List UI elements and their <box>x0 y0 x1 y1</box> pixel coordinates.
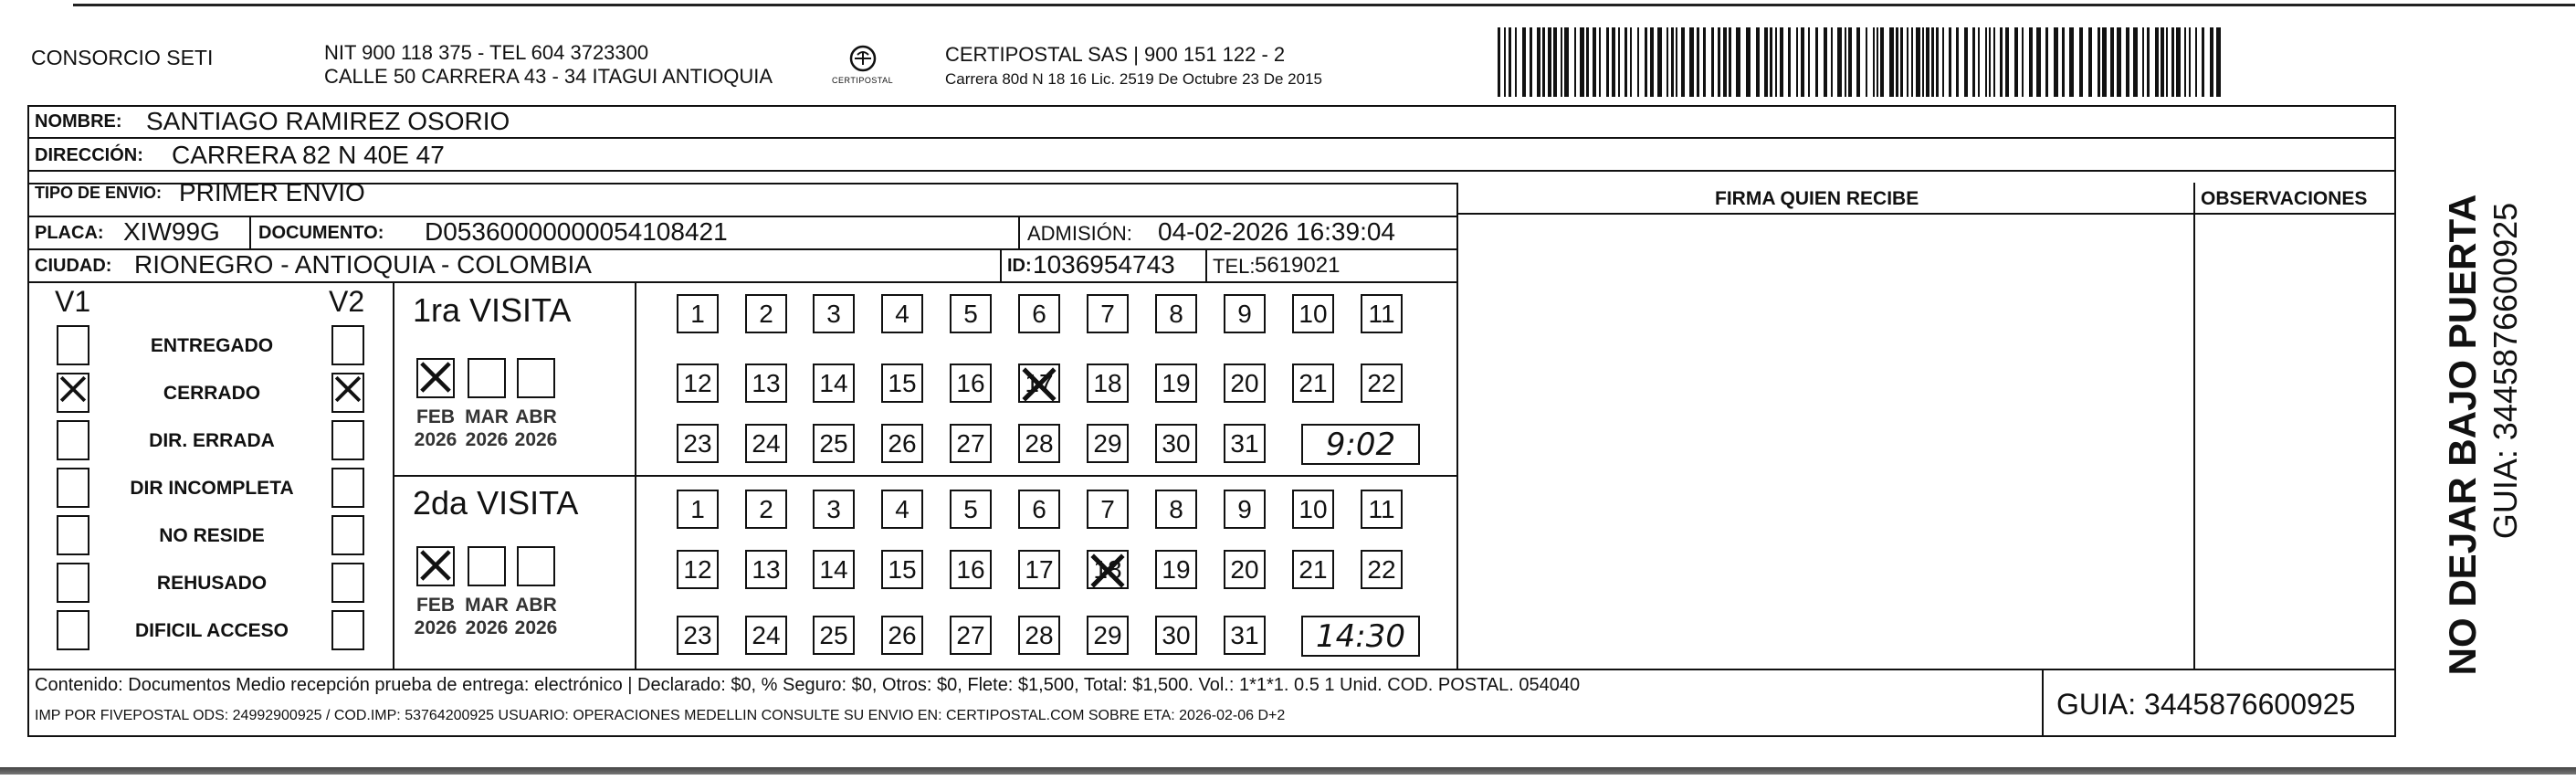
divider <box>1000 248 1002 281</box>
day-number: 30 <box>1162 620 1191 649</box>
month-checkbox[interactable] <box>517 546 555 586</box>
month-label: ABR <box>515 595 557 616</box>
day-box[interactable] <box>1087 550 1129 589</box>
day-box[interactable] <box>1087 616 1129 655</box>
day-box[interactable] <box>950 424 992 463</box>
day-box[interactable] <box>813 424 855 463</box>
day-box[interactable] <box>813 550 855 589</box>
month-label: FEB <box>416 406 455 427</box>
month-checkbox[interactable] <box>468 358 506 398</box>
day-number: 2 <box>759 494 773 523</box>
day-box[interactable] <box>950 550 992 589</box>
divider <box>27 137 2396 139</box>
month-label: MAR <box>465 595 509 616</box>
day-number: 4 <box>895 299 909 328</box>
tel-label: TEL: <box>1213 255 1256 278</box>
day-number: 9 <box>1237 299 1252 328</box>
nombre-value: SANTIAGO RAMIREZ OSORIO <box>146 107 510 135</box>
side-warning: NO DEJAR BAJO PUERTA <box>2441 194 2484 676</box>
day-box[interactable] <box>881 550 923 589</box>
footer-guia: GUIA: 3445876600925 <box>2056 688 2356 721</box>
day-number: 1 <box>690 299 705 328</box>
day-number: 27 <box>956 428 985 458</box>
day-box[interactable] <box>1087 294 1129 333</box>
day-number: 1 <box>690 494 705 523</box>
day-number: 26 <box>888 620 917 649</box>
day-box[interactable] <box>950 616 992 655</box>
day-box[interactable] <box>881 294 923 333</box>
day-box[interactable] <box>1292 490 1334 529</box>
day-box[interactable] <box>1292 550 1334 589</box>
day-number: 9 <box>1237 494 1252 523</box>
day-number: 28 <box>1025 428 1054 458</box>
divider <box>393 475 1456 477</box>
day-number: 14 <box>819 554 848 584</box>
day-box[interactable] <box>1224 424 1266 463</box>
documento-label: DOCUMENTO: <box>258 223 384 243</box>
divider <box>27 669 2396 670</box>
day-number: 21 <box>1299 554 1328 584</box>
day-box[interactable] <box>1018 364 1060 403</box>
day-box[interactable] <box>881 364 923 403</box>
day-box[interactable] <box>677 294 719 333</box>
day-box[interactable] <box>1224 490 1266 529</box>
day-number: 16 <box>956 368 985 397</box>
divider <box>1456 213 2396 215</box>
day-box[interactable] <box>677 424 719 463</box>
logo-text: CERTIPOSTAL <box>832 76 894 85</box>
observaciones-header: OBSERVACIONES <box>2201 188 2368 209</box>
day-box[interactable] <box>745 490 787 529</box>
tel-value: 5619021 <box>1255 253 1341 278</box>
day-number: 12 <box>683 368 712 397</box>
year-label: 2026 <box>465 429 509 450</box>
day-box[interactable] <box>1361 294 1403 333</box>
ciudad-value: RIONEGRO - ANTIOQUIA - COLOMBIA <box>134 250 592 279</box>
direccion-value: CARRERA 82 N 40E 47 <box>172 141 445 169</box>
day-box[interactable] <box>745 616 787 655</box>
day-number: 20 <box>1230 554 1259 584</box>
month-checkbox[interactable] <box>416 358 455 398</box>
day-number: 6 <box>1032 299 1046 328</box>
day-number: 19 <box>1162 368 1191 397</box>
day-box[interactable] <box>677 550 719 589</box>
month-checkbox[interactable] <box>416 546 455 586</box>
day-box[interactable] <box>881 490 923 529</box>
address-line: CALLE 50 CARRERA 43 - 34 ITAGUI ANTIOQUIA <box>324 65 773 88</box>
day-box[interactable] <box>1087 364 1129 403</box>
year-label: 2026 <box>465 617 509 638</box>
day-number: 14 <box>819 368 848 397</box>
day-number: 22 <box>1367 554 1396 584</box>
day-box[interactable] <box>1155 364 1197 403</box>
barcode <box>1498 27 2228 97</box>
status-option-label: DIFICIL ACCESO <box>134 620 289 641</box>
day-box[interactable] <box>677 616 719 655</box>
ciudad-label: CIUDAD: <box>35 256 112 276</box>
visit1-time[interactable]: 9:02 <box>1301 424 1420 465</box>
day-number: 29 <box>1093 428 1122 458</box>
day-number: 24 <box>752 428 781 458</box>
firma-header: FIRMA QUIEN RECIBE <box>1715 188 1919 209</box>
divider <box>2193 183 2195 669</box>
day-box[interactable] <box>1155 424 1197 463</box>
day-number: 28 <box>1025 620 1054 649</box>
v1-checkbox[interactable] <box>57 420 89 460</box>
status-option-label: DIR. ERRADA <box>149 430 275 451</box>
day-number: 31 <box>1230 620 1259 649</box>
day-box[interactable] <box>745 294 787 333</box>
v2-checkbox[interactable] <box>331 515 364 555</box>
day-box[interactable] <box>950 294 992 333</box>
day-box[interactable] <box>1224 550 1266 589</box>
v1-label: V1 <box>55 285 91 318</box>
day-box[interactable] <box>1018 490 1060 529</box>
company-name: CONSORCIO SETI <box>31 46 214 69</box>
v1-checkbox[interactable] <box>57 610 89 650</box>
day-box[interactable] <box>1087 424 1129 463</box>
tipo-value: PRIMER ENVIO <box>179 178 365 206</box>
nit-line: NIT 900 118 375 - TEL 604 3723300 <box>324 41 649 64</box>
month-checkbox[interactable] <box>517 358 555 398</box>
v2-checkbox[interactable] <box>331 468 364 508</box>
side-guia: GUIA: 3445876600925 <box>2487 202 2524 540</box>
status-option-label: REHUSADO <box>156 573 268 594</box>
status-option-label: ENTREGADO <box>150 335 274 356</box>
day-number: 15 <box>888 368 917 397</box>
license-line: Carrera 80d N 18 16 Lic. 2519 De Octubre 23 De 2015 <box>945 70 1322 88</box>
day-box[interactable] <box>1224 364 1266 403</box>
day-box[interactable] <box>1018 424 1060 463</box>
v1-checkbox[interactable] <box>57 563 89 603</box>
status-option-label: DIR INCOMPLETA <box>130 478 294 499</box>
status-option-label: CERRADO <box>163 383 261 404</box>
v1-checkbox[interactable] <box>57 515 89 555</box>
day-box[interactable] <box>745 424 787 463</box>
day-number: 17 <box>1025 554 1054 584</box>
day-box[interactable] <box>1155 490 1197 529</box>
tipo-label: TIPO DE ENVIO: <box>35 184 163 202</box>
certipostal-logo <box>826 40 899 95</box>
v2-label: V2 <box>329 285 365 318</box>
v2-checkbox[interactable] <box>331 420 364 460</box>
day-box[interactable] <box>677 364 719 403</box>
day-number: 7 <box>1100 299 1115 328</box>
day-number: 24 <box>752 620 781 649</box>
day-number: 13 <box>752 554 781 584</box>
day-box[interactable] <box>1292 364 1334 403</box>
day-number: 12 <box>683 554 712 584</box>
placa-label: PLACA: <box>35 223 104 243</box>
day-box[interactable] <box>1361 490 1403 529</box>
divider <box>249 216 251 248</box>
day-number: 20 <box>1230 368 1259 397</box>
day-box[interactable] <box>1087 490 1129 529</box>
day-number: 30 <box>1162 428 1191 458</box>
day-box[interactable] <box>1018 550 1060 589</box>
v1-checkbox[interactable] <box>57 373 89 413</box>
day-box[interactable] <box>813 616 855 655</box>
day-box[interactable] <box>881 616 923 655</box>
day-box[interactable] <box>1292 294 1334 333</box>
day-box[interactable] <box>1224 616 1266 655</box>
day-number: 22 <box>1367 368 1396 397</box>
day-box[interactable] <box>813 490 855 529</box>
day-number: 2 <box>759 299 773 328</box>
day-number: 25 <box>819 428 848 458</box>
day-number: 10 <box>1299 299 1328 328</box>
status-option-label: NO RESIDE <box>159 525 265 546</box>
day-box[interactable] <box>745 364 787 403</box>
day-box[interactable] <box>950 364 992 403</box>
day-number: 19 <box>1162 554 1191 584</box>
v1-checkbox[interactable] <box>57 468 89 508</box>
day-box[interactable] <box>813 364 855 403</box>
v2-checkbox[interactable] <box>331 610 364 650</box>
divider <box>27 170 2396 172</box>
day-box[interactable] <box>813 294 855 333</box>
v1-checkbox[interactable] <box>57 325 89 365</box>
day-number: 27 <box>956 620 985 649</box>
day-box[interactable] <box>1018 294 1060 333</box>
day-number: 4 <box>895 494 909 523</box>
day-number: 26 <box>888 428 917 458</box>
day-number: 8 <box>1169 299 1183 328</box>
day-number: 7 <box>1100 494 1115 523</box>
id-value: 1036954743 <box>1033 250 1175 279</box>
documento-value: D05360000000054108421 <box>425 217 728 246</box>
day-number: 23 <box>683 620 712 649</box>
v2-checkbox[interactable] <box>331 563 364 603</box>
day-number: 21 <box>1299 368 1328 397</box>
divider <box>1456 183 1458 669</box>
day-number: 6 <box>1032 494 1046 523</box>
day-number: 5 <box>963 299 978 328</box>
form-frame <box>27 105 2396 737</box>
day-number: 10 <box>1299 494 1328 523</box>
certipostal-line: CERTIPOSTAL SAS | 900 151 122 - 2 <box>945 43 1286 66</box>
day-number: 15 <box>888 554 917 584</box>
day-box[interactable] <box>1224 294 1266 333</box>
v2-checkbox[interactable] <box>331 373 364 413</box>
admision-label: ADMISIÓN: <box>1027 222 1132 245</box>
day-number: 23 <box>683 428 712 458</box>
v2-checkbox[interactable] <box>331 325 364 365</box>
day-number: 31 <box>1230 428 1259 458</box>
scan-edge-top <box>73 4 2575 6</box>
id-label: ID: <box>1007 256 1032 276</box>
month-label: MAR <box>465 406 509 427</box>
day-box[interactable] <box>677 490 719 529</box>
visit2-title: 2da VISITA <box>413 484 579 522</box>
day-number: 13 <box>752 368 781 397</box>
year-label: 2026 <box>514 429 558 450</box>
day-number: 3 <box>826 299 841 328</box>
day-box[interactable] <box>745 550 787 589</box>
divider <box>2042 669 2044 737</box>
day-box[interactable] <box>1018 616 1060 655</box>
placa-value: XIW99G <box>123 217 220 246</box>
divider <box>27 281 1456 283</box>
year-label: 2026 <box>514 617 558 638</box>
month-checkbox[interactable] <box>468 546 506 586</box>
day-box[interactable] <box>1361 364 1403 403</box>
day-number: 3 <box>826 494 841 523</box>
divider <box>1018 216 1020 248</box>
day-box[interactable] <box>1155 294 1197 333</box>
visit2-time[interactable]: 14:30 <box>1301 616 1420 657</box>
day-number: 18 <box>1093 368 1122 397</box>
month-label: FEB <box>416 595 455 616</box>
day-number: 5 <box>963 494 978 523</box>
month-label: ABR <box>515 406 557 427</box>
imp-text: IMP POR FIVEPOSTAL ODS: 24992900925 / COD.IMP: 53764200925 USUARIO: OPERACIONES MEDELLIN CONSULTE SU ENVIO EN: CERTIPOSTAL.COM SOBRE ETA: 2026-02-06 D+2 <box>35 708 1286 723</box>
contenido-text: Contenido: Documentos Medio recepción prueba de entrega: electrónico | Declarado: $0, % Seguro: $0, Otros: $0, Flete: $1,500, Total: $1,500. Vol.: 1*1*1. 0.5 1 Unid. COD. POSTAL. 054040 <box>35 675 1581 695</box>
year-label: 2026 <box>414 617 457 638</box>
day-box[interactable] <box>950 490 992 529</box>
day-number: 18 <box>1093 554 1122 584</box>
day-number: 16 <box>956 554 985 584</box>
year-label: 2026 <box>414 429 457 450</box>
day-box[interactable] <box>1155 616 1197 655</box>
day-box[interactable] <box>881 424 923 463</box>
scan-edge-bottom <box>0 767 2576 775</box>
day-number: 25 <box>819 620 848 649</box>
day-number: 8 <box>1169 494 1183 523</box>
day-number: 11 <box>1368 299 1395 328</box>
day-box[interactable] <box>1155 550 1197 589</box>
admision-value: 04-02-2026 16:39:04 <box>1158 217 1395 246</box>
day-number: 29 <box>1093 620 1122 649</box>
visit1-title: 1ra VISITA <box>413 291 572 329</box>
divider <box>1205 248 1207 281</box>
nombre-label: NOMBRE: <box>35 111 122 132</box>
day-number: 17 <box>1025 368 1054 397</box>
day-number: 11 <box>1368 494 1395 523</box>
direccion-label: DIRECCIÓN: <box>35 145 143 165</box>
day-box[interactable] <box>1361 550 1403 589</box>
